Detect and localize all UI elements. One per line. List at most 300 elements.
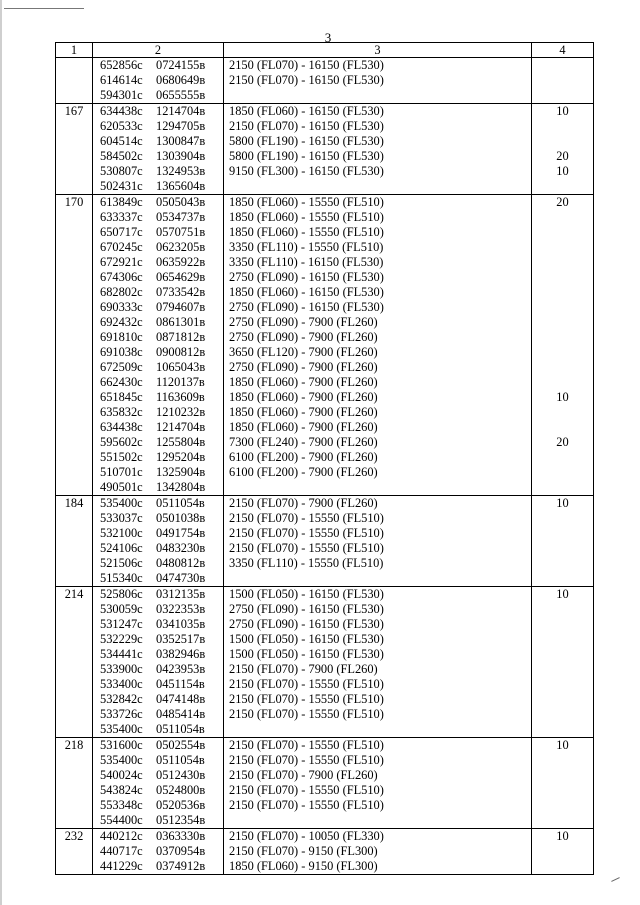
value-cell bbox=[532, 496, 594, 587]
coordinates-cell bbox=[93, 587, 224, 738]
latitude: 672509с bbox=[100, 360, 143, 374]
value-cell bbox=[532, 58, 594, 104]
latitude: 614614с bbox=[100, 73, 143, 87]
latitude: 551502с bbox=[100, 450, 143, 464]
coordinates-cell bbox=[93, 104, 224, 195]
column-4-value: 10 bbox=[556, 496, 569, 510]
altitude-range: 2750 (FL090) - 7900 (FL260) bbox=[229, 315, 378, 329]
column-4-value bbox=[532, 541, 593, 556]
column-4-value bbox=[532, 240, 593, 255]
column-4-value: 10 bbox=[556, 164, 569, 178]
column-4-value bbox=[532, 647, 593, 662]
airspace-table bbox=[55, 42, 594, 875]
latitude: 670245с bbox=[100, 240, 143, 254]
coordinate-line bbox=[93, 798, 223, 813]
latitude: 534441с bbox=[100, 647, 143, 661]
coordinate-line bbox=[93, 58, 223, 73]
column-4-value bbox=[532, 556, 593, 571]
altitude-range: 2750 (FL090) - 16150 (FL530) bbox=[229, 617, 384, 631]
latitude: 533900с bbox=[100, 662, 143, 676]
longitude: 0861301в bbox=[156, 315, 206, 329]
table-row bbox=[56, 195, 594, 496]
longitude: 0491754в bbox=[156, 526, 206, 540]
coordinate-line bbox=[93, 420, 223, 435]
longitude: 0524800в bbox=[156, 783, 206, 797]
latitude: 440212с bbox=[100, 829, 143, 843]
altitude-cell bbox=[224, 195, 532, 496]
column-4-value bbox=[532, 134, 593, 149]
altitude-range: 3350 (FL110) - 15550 (FL510) bbox=[229, 556, 384, 570]
altitude-range: 1850 (FL060) - 9150 (FL300) bbox=[229, 859, 378, 873]
coordinate-line bbox=[93, 647, 223, 662]
latitude: 691810с bbox=[100, 330, 143, 344]
coordinate-line bbox=[93, 526, 223, 541]
altitude-range: 6100 (FL200) - 7900 (FL260) bbox=[229, 465, 378, 479]
altitude-range: 2150 (FL070) - 9150 (FL300) bbox=[229, 844, 378, 858]
coordinate-line bbox=[93, 330, 223, 345]
column-4-value bbox=[532, 270, 593, 285]
longitude: 1342804в bbox=[156, 480, 206, 494]
longitude: 0501038в bbox=[156, 511, 206, 525]
longitude: 1325904в bbox=[156, 465, 206, 479]
latitude: 531247с bbox=[100, 617, 143, 631]
coordinate-line bbox=[93, 375, 223, 390]
longitude: 1120137в bbox=[156, 375, 205, 389]
column-4-value bbox=[532, 465, 593, 480]
altitude-range: 2750 (FL090) - 7900 (FL260) bbox=[229, 360, 378, 374]
coordinates-cell bbox=[93, 738, 224, 829]
header-col-1: 1 bbox=[56, 43, 93, 58]
longitude: 0511054в bbox=[156, 496, 205, 510]
coordinate-line bbox=[93, 511, 223, 526]
longitude: 1065043в bbox=[156, 360, 206, 374]
header-col-3: 3 bbox=[224, 43, 532, 58]
coordinate-line bbox=[93, 345, 223, 360]
altitude-range: 1850 (FL060) - 7900 (FL260) bbox=[229, 375, 378, 389]
latitude: 690333с bbox=[100, 300, 143, 314]
scan-edge bbox=[0, 0, 2, 905]
column-4-value: 10 bbox=[556, 829, 569, 843]
column-4-value bbox=[532, 330, 593, 345]
column-4-value bbox=[532, 315, 593, 330]
altitude-range: 2150 (FL070) - 7900 (FL260) bbox=[229, 496, 378, 510]
latitude: 533400с bbox=[100, 677, 143, 691]
scan-artifact-line bbox=[4, 8, 84, 9]
altitude-range: 1850 (FL060) - 7900 (FL260) bbox=[229, 390, 378, 404]
column-4-value bbox=[532, 753, 593, 768]
coordinates-cell bbox=[93, 496, 224, 587]
latitude: 584502с bbox=[100, 149, 143, 163]
latitude: 532100с bbox=[100, 526, 143, 540]
latitude: 535400с bbox=[100, 722, 143, 736]
coordinate-line bbox=[93, 859, 223, 874]
altitude-range: 1850 (FL060) - 15550 (FL510) bbox=[229, 210, 384, 224]
altitude-range: 1850 (FL060) - 7900 (FL260) bbox=[229, 420, 378, 434]
altitude-range: 2150 (FL070) - 10050 (FL330) bbox=[229, 829, 384, 843]
coordinate-line bbox=[93, 435, 223, 450]
altitude-range: 2150 (FL070) - 7900 (FL260) bbox=[229, 662, 378, 676]
coordinate-line bbox=[93, 240, 223, 255]
latitude: 502431с bbox=[100, 179, 143, 193]
altitude-range: 2150 (FL070) - 15550 (FL510) bbox=[229, 526, 384, 540]
altitude-range: 2150 (FL070) - 15550 (FL510) bbox=[229, 511, 384, 525]
latitude: 652856с bbox=[100, 58, 143, 72]
column-4-value bbox=[532, 405, 593, 420]
coordinate-line bbox=[93, 210, 223, 225]
longitude: 0505043в bbox=[156, 195, 206, 209]
coordinate-line bbox=[93, 73, 223, 88]
longitude: 0623205в bbox=[156, 240, 206, 254]
latitude: 651845с bbox=[100, 390, 143, 404]
value-cell bbox=[532, 738, 594, 829]
column-4-value bbox=[532, 450, 593, 465]
coordinate-line bbox=[93, 164, 223, 179]
table-row bbox=[56, 829, 594, 875]
longitude: 0502554в bbox=[156, 738, 206, 752]
longitude: 1324953в bbox=[156, 164, 206, 178]
longitude: 0382946в bbox=[156, 647, 206, 661]
altitude-range: 2750 (FL090) - 16150 (FL530) bbox=[229, 602, 384, 616]
column-4-value bbox=[532, 375, 593, 390]
longitude: 0341035в bbox=[156, 617, 206, 631]
column-4-value bbox=[532, 88, 593, 103]
altitude-range: 7300 (FL240) - 7900 (FL260) bbox=[229, 435, 378, 449]
longitude: 0322353в bbox=[156, 602, 206, 616]
longitude: 1365604в bbox=[156, 179, 206, 193]
latitude: 634438с bbox=[100, 104, 143, 118]
longitude: 0480812в bbox=[156, 556, 206, 570]
altitude-cell bbox=[224, 738, 532, 829]
latitude: 524106с bbox=[100, 541, 143, 555]
column-4-value bbox=[532, 677, 593, 692]
altitude-cell bbox=[224, 58, 532, 104]
altitude-range: 5800 (FL190) - 16150 (FL530) bbox=[229, 149, 384, 163]
coordinate-line bbox=[93, 450, 223, 465]
latitude: 530807с bbox=[100, 164, 143, 178]
altitude-range: 2150 (FL070) - 7900 (FL260) bbox=[229, 768, 378, 782]
latitude: 634438с bbox=[100, 420, 143, 434]
group-id: 184 bbox=[56, 496, 93, 587]
latitude: 691038с bbox=[100, 345, 143, 359]
column-4-value bbox=[532, 602, 593, 617]
group-id: 232 bbox=[56, 829, 93, 875]
column-4-value bbox=[532, 255, 593, 270]
column-4-value: 10 bbox=[556, 738, 569, 752]
latitude: 613849с bbox=[100, 195, 143, 209]
column-4-value bbox=[532, 73, 593, 88]
header-col-4: 4 bbox=[532, 43, 594, 58]
longitude: 0374912в bbox=[156, 859, 206, 873]
latitude: 620533с bbox=[100, 119, 143, 133]
longitude: 0871812в bbox=[156, 330, 206, 344]
column-4-value bbox=[532, 844, 593, 859]
coordinate-line bbox=[93, 225, 223, 240]
longitude: 1295204в bbox=[156, 450, 206, 464]
latitude: 440717с bbox=[100, 844, 143, 858]
coordinate-line bbox=[93, 390, 223, 405]
coordinate-line bbox=[93, 587, 223, 602]
altitude-range: 3650 (FL120) - 7900 (FL260) bbox=[229, 345, 378, 359]
column-4-value bbox=[532, 345, 593, 360]
column-4-value bbox=[532, 179, 593, 194]
longitude: 0512430в bbox=[156, 768, 206, 782]
altitude-cell bbox=[224, 496, 532, 587]
column-4-value bbox=[532, 798, 593, 813]
coordinate-line bbox=[93, 677, 223, 692]
column-4-value bbox=[532, 210, 593, 225]
latitude: 650717с bbox=[100, 225, 143, 239]
column-4-value bbox=[532, 722, 593, 737]
column-4-value: 20 bbox=[556, 435, 569, 449]
coordinate-line bbox=[93, 783, 223, 798]
altitude-range bbox=[224, 813, 531, 828]
column-4-value bbox=[532, 662, 593, 677]
coordinate-line bbox=[93, 119, 223, 134]
longitude: 0474730в bbox=[156, 571, 206, 585]
coordinate-line bbox=[93, 360, 223, 375]
coordinate-line bbox=[93, 541, 223, 556]
group-id: 167 bbox=[56, 104, 93, 195]
latitude: 521506с bbox=[100, 556, 143, 570]
column-4-value bbox=[532, 707, 593, 722]
column-4-value bbox=[532, 813, 593, 828]
latitude: 441229с bbox=[100, 859, 143, 873]
table-row bbox=[56, 738, 594, 829]
longitude: 0520536в bbox=[156, 798, 206, 812]
column-4-value: 10 bbox=[556, 587, 569, 601]
table-body bbox=[56, 58, 594, 875]
altitude-cell bbox=[224, 104, 532, 195]
latitude: 535400с bbox=[100, 496, 143, 510]
latitude: 532229с bbox=[100, 632, 143, 646]
altitude-range: 3350 (FL110) - 16150 (FL530) bbox=[229, 255, 384, 269]
table-row bbox=[56, 58, 594, 104]
coordinate-line bbox=[93, 617, 223, 632]
longitude: 1303904в bbox=[156, 149, 206, 163]
latitude: 533037с bbox=[100, 511, 143, 525]
coordinate-line bbox=[93, 496, 223, 511]
coordinate-line bbox=[93, 149, 223, 164]
value-cell bbox=[532, 587, 594, 738]
altitude-range: 1850 (FL060) - 16150 (FL530) bbox=[229, 104, 384, 118]
latitude: 531600с bbox=[100, 738, 143, 752]
longitude: 0474148в bbox=[156, 692, 206, 706]
coordinate-line bbox=[93, 195, 223, 210]
latitude: 595602с bbox=[100, 435, 143, 449]
altitude-range: 2750 (FL090) - 16150 (FL530) bbox=[229, 270, 384, 284]
altitude-range: 1500 (FL050) - 16150 (FL530) bbox=[229, 632, 384, 646]
column-4-value bbox=[532, 692, 593, 707]
altitude-range: 2150 (FL070) - 15550 (FL510) bbox=[229, 541, 384, 555]
altitude-range bbox=[224, 179, 531, 194]
coordinates-cell bbox=[93, 195, 224, 496]
longitude: 1163609в bbox=[156, 390, 205, 404]
coordinate-line bbox=[93, 285, 223, 300]
altitude-range: 2150 (FL070) - 15550 (FL510) bbox=[229, 677, 384, 691]
coordinate-line bbox=[93, 104, 223, 119]
column-4-value bbox=[532, 225, 593, 240]
column-4-value bbox=[532, 119, 593, 134]
latitude: 553348с bbox=[100, 798, 143, 812]
latitude: 530059с bbox=[100, 602, 143, 616]
column-4-value bbox=[532, 526, 593, 541]
longitude: 0451154в bbox=[156, 677, 205, 691]
latitude: 692432с bbox=[100, 315, 143, 329]
latitude: 604514с bbox=[100, 134, 143, 148]
coordinate-line bbox=[93, 844, 223, 859]
coordinate-line bbox=[93, 480, 223, 495]
coordinate-line bbox=[93, 829, 223, 844]
longitude: 1294705в bbox=[156, 119, 206, 133]
page-number: 3 bbox=[324, 30, 332, 45]
coordinate-line bbox=[93, 768, 223, 783]
altitude-range: 1850 (FL060) - 15550 (FL510) bbox=[229, 195, 384, 209]
coordinate-line bbox=[93, 632, 223, 647]
coordinates-cell bbox=[93, 829, 224, 875]
coordinate-line bbox=[93, 270, 223, 285]
longitude: 0511054в bbox=[156, 722, 205, 736]
column-4-value bbox=[532, 768, 593, 783]
latitude: 515340с bbox=[100, 571, 143, 585]
longitude: 0511054в bbox=[156, 753, 205, 767]
scan-mark bbox=[611, 877, 620, 882]
altitude-cell bbox=[224, 587, 532, 738]
longitude: 0654629в bbox=[156, 270, 206, 284]
longitude: 0483230в bbox=[156, 541, 206, 555]
column-4-value bbox=[532, 859, 593, 874]
latitude: 662430с bbox=[100, 375, 143, 389]
latitude: 535400с bbox=[100, 753, 143, 767]
longitude: 1214704в bbox=[156, 420, 206, 434]
altitude-range: 1500 (FL050) - 16150 (FL530) bbox=[229, 647, 384, 661]
longitude: 1214704в bbox=[156, 104, 206, 118]
table-row bbox=[56, 496, 594, 587]
coordinate-line bbox=[93, 738, 223, 753]
altitude-range: 2150 (FL070) - 16150 (FL530) bbox=[229, 73, 384, 87]
latitude: 510701с bbox=[100, 465, 143, 479]
altitude-range bbox=[224, 88, 531, 103]
latitude: 540024с bbox=[100, 768, 143, 782]
table-row bbox=[56, 587, 594, 738]
header-col-2: 2 bbox=[93, 43, 224, 58]
longitude: 0733542в bbox=[156, 285, 206, 299]
longitude: 0900812в bbox=[156, 345, 206, 359]
altitude-range: 2150 (FL070) - 15550 (FL510) bbox=[229, 692, 384, 706]
longitude: 0512354в bbox=[156, 813, 206, 827]
group-id: 218 bbox=[56, 738, 93, 829]
coordinate-line bbox=[93, 255, 223, 270]
coordinate-line bbox=[93, 692, 223, 707]
coordinate-line bbox=[93, 722, 223, 737]
coordinate-line bbox=[93, 753, 223, 768]
column-4-value bbox=[532, 632, 593, 647]
table-row bbox=[56, 104, 594, 195]
altitude-range: 2150 (FL070) - 15550 (FL510) bbox=[229, 753, 384, 767]
column-4-value bbox=[532, 617, 593, 632]
longitude: 0423953в bbox=[156, 662, 206, 676]
longitude: 0312135в bbox=[156, 587, 206, 601]
column-4-value bbox=[532, 783, 593, 798]
altitude-range: 3350 (FL110) - 15550 (FL510) bbox=[229, 240, 384, 254]
latitude: 532842с bbox=[100, 692, 143, 706]
latitude: 672921с bbox=[100, 255, 143, 269]
altitude-range: 2150 (FL070) - 15550 (FL510) bbox=[229, 783, 384, 797]
altitude-cell bbox=[224, 829, 532, 875]
column-4-value bbox=[532, 285, 593, 300]
column-4-value bbox=[532, 58, 593, 73]
longitude: 0724155в bbox=[156, 58, 206, 72]
altitude-range: 2750 (FL090) - 16150 (FL530) bbox=[229, 300, 384, 314]
altitude-range: 1850 (FL060) - 7900 (FL260) bbox=[229, 405, 378, 419]
group-id bbox=[56, 58, 93, 104]
column-4-value bbox=[532, 571, 593, 586]
coordinate-line bbox=[93, 300, 223, 315]
latitude: 682802с bbox=[100, 285, 143, 299]
altitude-range bbox=[224, 722, 531, 737]
latitude: 633337с bbox=[100, 210, 143, 224]
group-id: 170 bbox=[56, 195, 93, 496]
longitude: 0794607в bbox=[156, 300, 206, 314]
column-4-value bbox=[532, 360, 593, 375]
column-4-value bbox=[532, 480, 593, 495]
latitude: 635832с bbox=[100, 405, 143, 419]
altitude-range: 2150 (FL070) - 15550 (FL510) bbox=[229, 798, 384, 812]
coordinate-line bbox=[93, 88, 223, 103]
coordinate-line bbox=[93, 315, 223, 330]
coordinate-line bbox=[93, 465, 223, 480]
longitude: 1210232в bbox=[156, 405, 206, 419]
altitude-range bbox=[224, 480, 531, 495]
coordinate-line bbox=[93, 602, 223, 617]
coordinate-line bbox=[93, 405, 223, 420]
column-4-value: 10 bbox=[556, 390, 569, 404]
longitude: 0370954в bbox=[156, 844, 206, 858]
latitude: 543824с bbox=[100, 783, 143, 797]
coordinate-line bbox=[93, 179, 223, 194]
coordinate-line bbox=[93, 707, 223, 722]
coordinate-line bbox=[93, 571, 223, 586]
longitude: 1255804в bbox=[156, 435, 206, 449]
group-id: 214 bbox=[56, 587, 93, 738]
altitude-range: 2150 (FL070) - 15550 (FL510) bbox=[229, 738, 384, 752]
latitude: 525806с bbox=[100, 587, 143, 601]
value-cell bbox=[532, 104, 594, 195]
longitude: 1300847в bbox=[156, 134, 206, 148]
coordinates-cell bbox=[93, 58, 224, 104]
longitude: 0485414в bbox=[156, 707, 206, 721]
altitude-range: 2150 (FL070) - 16150 (FL530) bbox=[229, 58, 384, 72]
coordinate-line bbox=[93, 556, 223, 571]
value-cell bbox=[532, 829, 594, 875]
longitude: 0352517в bbox=[156, 632, 206, 646]
longitude: 0680649в bbox=[156, 73, 206, 87]
latitude: 533726с bbox=[100, 707, 143, 721]
longitude: 0570751в bbox=[156, 225, 206, 239]
column-4-value: 20 bbox=[556, 149, 569, 163]
coordinate-line bbox=[93, 662, 223, 677]
altitude-range: 2150 (FL070) - 16150 (FL530) bbox=[229, 119, 384, 133]
altitude-range: 2750 (FL090) - 7900 (FL260) bbox=[229, 330, 378, 344]
latitude: 674306с bbox=[100, 270, 143, 284]
longitude: 0363330в bbox=[156, 829, 206, 843]
column-4-value: 20 bbox=[556, 195, 569, 209]
altitude-range: 1850 (FL060) - 15550 (FL510) bbox=[229, 225, 384, 239]
longitude: 0635922в bbox=[156, 255, 206, 269]
column-4-value bbox=[532, 511, 593, 526]
coordinate-line bbox=[93, 813, 223, 828]
altitude-range: 1850 (FL060) - 16150 (FL530) bbox=[229, 285, 384, 299]
altitude-range: 9150 (FL300) - 16150 (FL530) bbox=[229, 164, 384, 178]
